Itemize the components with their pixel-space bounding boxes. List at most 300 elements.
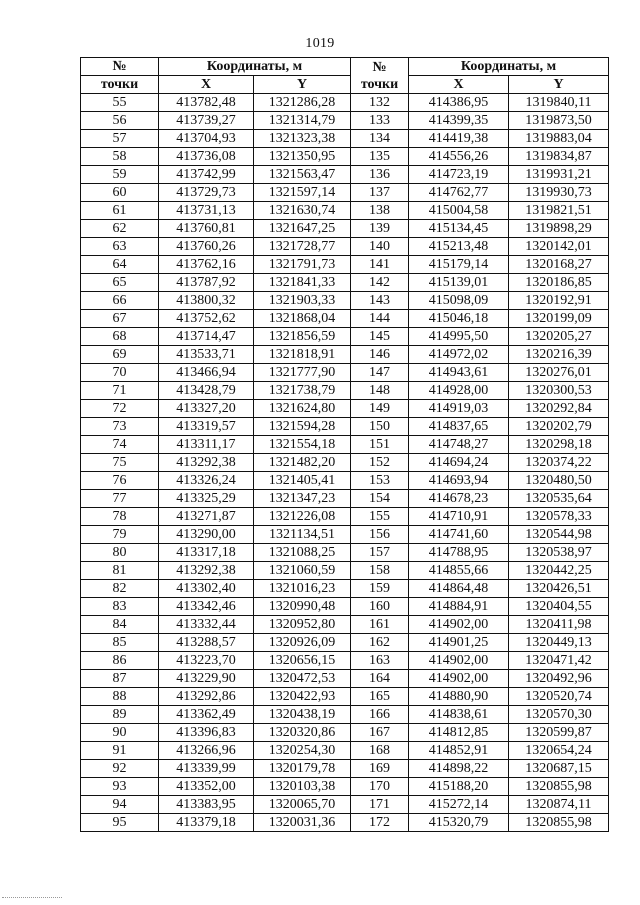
right-y-coordinate: 1320855,98: [509, 814, 609, 832]
table-row: [81, 166, 609, 184]
left-y-coordinate: 1321594,28: [254, 418, 351, 436]
right-y-coordinate: 1320449,13: [509, 634, 609, 652]
table-row: [81, 256, 609, 274]
left-point-number: 77: [81, 490, 159, 508]
right-point-number: 169: [351, 760, 409, 778]
left-point-number: 73: [81, 418, 159, 436]
right-x-coordinate: 414723,19: [409, 166, 509, 184]
right-point-number: 147: [351, 364, 409, 382]
left-x-coordinate: 413319,57: [159, 418, 254, 436]
left-point-number: 62: [81, 220, 159, 238]
table-row: [81, 238, 609, 256]
right-point-number: 151: [351, 436, 409, 454]
left-point-number: 71: [81, 382, 159, 400]
left-x-coordinate: 413782,48: [159, 94, 254, 112]
right-y-coordinate: 1319840,11: [509, 94, 609, 112]
left-y-coordinate: 1321226,08: [254, 508, 351, 526]
left-y-coordinate: 1321856,59: [254, 328, 351, 346]
right-x-coordinate: 414788,95: [409, 544, 509, 562]
right-y-coordinate: 1320426,51: [509, 580, 609, 598]
left-x-coordinate: 413800,32: [159, 292, 254, 310]
right-point-number: 143: [351, 292, 409, 310]
right-point-number: 160: [351, 598, 409, 616]
page-number: 1019: [305, 36, 335, 51]
right-point-number: 133: [351, 112, 409, 130]
right-y-coordinate: 1320168,27: [509, 256, 609, 274]
left-point-number: 74: [81, 436, 159, 454]
x-header-right: X: [409, 76, 509, 94]
point-number-header-left: [81, 58, 159, 76]
left-y-coordinate: 1320952,80: [254, 616, 351, 634]
left-point-number: 55: [81, 94, 159, 112]
left-y-coordinate: 1320990,48: [254, 598, 351, 616]
left-y-coordinate: 1320472,53: [254, 670, 351, 688]
left-x-coordinate: 413292,86: [159, 688, 254, 706]
right-x-coordinate: 414837,65: [409, 418, 509, 436]
y-header-right: Y: [509, 76, 609, 94]
left-x-coordinate: 413311,17: [159, 436, 254, 454]
right-point-number: 132: [351, 94, 409, 112]
left-point-number: 66: [81, 292, 159, 310]
left-x-coordinate: 413762,16: [159, 256, 254, 274]
table-row: [81, 112, 609, 130]
left-y-coordinate: 1320438,19: [254, 706, 351, 724]
right-x-coordinate: 415098,09: [409, 292, 509, 310]
left-x-coordinate: 413317,18: [159, 544, 254, 562]
left-x-coordinate: 413739,27: [159, 112, 254, 130]
point-label-left: точки: [81, 76, 159, 94]
right-x-coordinate: 414852,91: [409, 742, 509, 760]
table-row: [81, 814, 609, 832]
right-point-number: 150: [351, 418, 409, 436]
right-x-coordinate: 414943,61: [409, 364, 509, 382]
left-point-number: 87: [81, 670, 159, 688]
right-x-coordinate: 414995,50: [409, 328, 509, 346]
right-y-coordinate: 1320538,97: [509, 544, 609, 562]
left-point-number: 72: [81, 400, 159, 418]
right-y-coordinate: 1319898,29: [509, 220, 609, 238]
right-y-coordinate: 1319821,51: [509, 202, 609, 220]
header-row-2: [81, 76, 609, 94]
right-x-coordinate: 414710,91: [409, 508, 509, 526]
right-point-number: 171: [351, 796, 409, 814]
table-row: [81, 274, 609, 292]
right-point-number: 159: [351, 580, 409, 598]
right-x-coordinate: 415134,45: [409, 220, 509, 238]
right-point-number: 152: [351, 454, 409, 472]
left-point-number: 92: [81, 760, 159, 778]
right-y-coordinate: 1320216,39: [509, 346, 609, 364]
left-y-coordinate: 1321791,73: [254, 256, 351, 274]
left-x-coordinate: 413704,93: [159, 130, 254, 148]
table-row: [81, 310, 609, 328]
table-row: [81, 544, 609, 562]
right-y-coordinate: 1320654,24: [509, 742, 609, 760]
right-x-coordinate: 414556,26: [409, 148, 509, 166]
table-row: [81, 634, 609, 652]
left-point-number: 89: [81, 706, 159, 724]
coordinates-header-right: Координаты, м: [409, 58, 609, 76]
right-x-coordinate: 414902,00: [409, 616, 509, 634]
left-y-coordinate: 1321482,20: [254, 454, 351, 472]
right-point-number: 146: [351, 346, 409, 364]
right-point-number: 135: [351, 148, 409, 166]
right-x-coordinate: 415213,48: [409, 238, 509, 256]
right-y-coordinate: 1320199,09: [509, 310, 609, 328]
right-x-coordinate: 415188,20: [409, 778, 509, 796]
right-x-coordinate: 414386,95: [409, 94, 509, 112]
right-y-coordinate: 1320578,33: [509, 508, 609, 526]
right-point-number: 157: [351, 544, 409, 562]
table-row: [81, 670, 609, 688]
right-point-number: 162: [351, 634, 409, 652]
left-x-coordinate: 413533,71: [159, 346, 254, 364]
right-y-coordinate: 1320520,74: [509, 688, 609, 706]
left-point-number: 95: [81, 814, 159, 832]
right-y-coordinate: 1319931,21: [509, 166, 609, 184]
left-point-number: 76: [81, 472, 159, 490]
left-x-coordinate: 413379,18: [159, 814, 254, 832]
right-y-coordinate: 1320276,01: [509, 364, 609, 382]
left-y-coordinate: 1321347,23: [254, 490, 351, 508]
right-y-coordinate: 1320374,22: [509, 454, 609, 472]
right-y-coordinate: 1320471,42: [509, 652, 609, 670]
left-y-coordinate: 1321314,79: [254, 112, 351, 130]
right-point-number: 153: [351, 472, 409, 490]
left-x-coordinate: 413292,38: [159, 562, 254, 580]
left-y-coordinate: 1321818,91: [254, 346, 351, 364]
right-y-coordinate: 1320300,53: [509, 382, 609, 400]
right-x-coordinate: 414901,25: [409, 634, 509, 652]
left-x-coordinate: 413302,40: [159, 580, 254, 598]
left-x-coordinate: 413266,96: [159, 742, 254, 760]
right-point-number: 158: [351, 562, 409, 580]
table-row: [81, 454, 609, 472]
left-x-coordinate: 413760,81: [159, 220, 254, 238]
table-row: [81, 436, 609, 454]
left-y-coordinate: 1321563,47: [254, 166, 351, 184]
right-y-coordinate: 1319873,50: [509, 112, 609, 130]
table-row: [81, 526, 609, 544]
left-y-coordinate: 1321630,74: [254, 202, 351, 220]
right-y-coordinate: 1320535,64: [509, 490, 609, 508]
left-x-coordinate: 413428,79: [159, 382, 254, 400]
left-y-coordinate: 1321647,25: [254, 220, 351, 238]
left-point-number: 83: [81, 598, 159, 616]
left-x-coordinate: 413223,70: [159, 652, 254, 670]
right-x-coordinate: 415179,14: [409, 256, 509, 274]
table-row: [81, 796, 609, 814]
right-y-coordinate: 1320404,55: [509, 598, 609, 616]
coordinates-header-left: Координаты, м: [159, 58, 351, 76]
left-x-coordinate: 413729,73: [159, 184, 254, 202]
right-x-coordinate: 414762,77: [409, 184, 509, 202]
table-row: [81, 382, 609, 400]
left-y-coordinate: 1320179,78: [254, 760, 351, 778]
right-x-coordinate: 414419,38: [409, 130, 509, 148]
right-x-coordinate: 415004,58: [409, 202, 509, 220]
right-y-coordinate: 1320205,27: [509, 328, 609, 346]
right-point-number: 172: [351, 814, 409, 832]
table-row: [81, 328, 609, 346]
left-point-number: 58: [81, 148, 159, 166]
left-y-coordinate: 1321554,18: [254, 436, 351, 454]
right-x-coordinate: 414864,48: [409, 580, 509, 598]
y-header-left: Y: [254, 76, 351, 94]
table-row: [81, 724, 609, 742]
right-point-number: 155: [351, 508, 409, 526]
left-y-coordinate: 1321738,79: [254, 382, 351, 400]
table-row: [81, 652, 609, 670]
left-x-coordinate: 413290,00: [159, 526, 254, 544]
right-y-coordinate: 1319834,87: [509, 148, 609, 166]
right-y-coordinate: 1320411,98: [509, 616, 609, 634]
table-row: [81, 742, 609, 760]
table-row: [81, 616, 609, 634]
right-x-coordinate: 414898,22: [409, 760, 509, 778]
right-point-number: 140: [351, 238, 409, 256]
right-y-coordinate: 1320298,18: [509, 436, 609, 454]
left-x-coordinate: 413787,92: [159, 274, 254, 292]
header-row-1: [81, 58, 609, 76]
right-point-number: 154: [351, 490, 409, 508]
table-row: [81, 400, 609, 418]
left-x-coordinate: 413339,99: [159, 760, 254, 778]
right-x-coordinate: 415046,18: [409, 310, 509, 328]
right-y-coordinate: 1320599,87: [509, 724, 609, 742]
right-point-number: 134: [351, 130, 409, 148]
right-y-coordinate: 1320874,11: [509, 796, 609, 814]
left-x-coordinate: 413332,44: [159, 616, 254, 634]
right-x-coordinate: 414693,94: [409, 472, 509, 490]
left-x-coordinate: 413760,26: [159, 238, 254, 256]
right-x-coordinate: 414919,03: [409, 400, 509, 418]
left-point-number: 60: [81, 184, 159, 202]
right-y-coordinate: 1320855,98: [509, 778, 609, 796]
table-row: [81, 220, 609, 238]
right-x-coordinate: 415272,14: [409, 796, 509, 814]
right-x-coordinate: 414399,35: [409, 112, 509, 130]
coordinates-table: [80, 57, 609, 832]
left-y-coordinate: 1320320,86: [254, 724, 351, 742]
left-y-coordinate: 1321323,38: [254, 130, 351, 148]
right-point-number: 136: [351, 166, 409, 184]
left-y-coordinate: 1321286,28: [254, 94, 351, 112]
left-x-coordinate: 413736,08: [159, 148, 254, 166]
left-point-number: 85: [81, 634, 159, 652]
table-row: [81, 472, 609, 490]
left-x-coordinate: 413714,47: [159, 328, 254, 346]
left-point-number: 65: [81, 274, 159, 292]
left-point-number: 79: [81, 526, 159, 544]
right-y-coordinate: 1320192,91: [509, 292, 609, 310]
right-point-number: 139: [351, 220, 409, 238]
right-y-coordinate: 1320480,50: [509, 472, 609, 490]
left-point-number: 57: [81, 130, 159, 148]
right-point-number: 161: [351, 616, 409, 634]
left-point-number: 94: [81, 796, 159, 814]
right-x-coordinate: 414741,60: [409, 526, 509, 544]
table-row: [81, 688, 609, 706]
right-point-number: 168: [351, 742, 409, 760]
left-point-number: 56: [81, 112, 159, 130]
left-point-number: 81: [81, 562, 159, 580]
table-body: [81, 94, 609, 832]
left-y-coordinate: 1321903,33: [254, 292, 351, 310]
left-y-coordinate: 1321728,77: [254, 238, 351, 256]
left-x-coordinate: 413325,29: [159, 490, 254, 508]
left-y-coordinate: 1321088,25: [254, 544, 351, 562]
left-y-coordinate: 1321624,80: [254, 400, 351, 418]
right-x-coordinate: 414748,27: [409, 436, 509, 454]
table-row: [81, 490, 609, 508]
left-x-coordinate: 413466,94: [159, 364, 254, 382]
table-row: [81, 130, 609, 148]
left-point-number: 64: [81, 256, 159, 274]
table-row: [81, 94, 609, 112]
footer-divider: [2, 897, 62, 898]
left-x-coordinate: 413742,99: [159, 166, 254, 184]
left-x-coordinate: 413383,95: [159, 796, 254, 814]
left-x-coordinate: 413752,62: [159, 310, 254, 328]
right-y-coordinate: 1320186,85: [509, 274, 609, 292]
table-row: [81, 778, 609, 796]
right-y-coordinate: 1320202,79: [509, 418, 609, 436]
num-sign: №: [372, 59, 387, 75]
left-point-number: 82: [81, 580, 159, 598]
right-x-coordinate: 414902,00: [409, 670, 509, 688]
right-x-coordinate: 414972,02: [409, 346, 509, 364]
left-point-number: 59: [81, 166, 159, 184]
left-y-coordinate: 1321868,04: [254, 310, 351, 328]
right-point-number: 149: [351, 400, 409, 418]
right-y-coordinate: 1319883,04: [509, 130, 609, 148]
left-x-coordinate: 413326,24: [159, 472, 254, 490]
right-x-coordinate: 414880,90: [409, 688, 509, 706]
x-header-left: X: [159, 76, 254, 94]
left-y-coordinate: 1320422,93: [254, 688, 351, 706]
right-point-number: 165: [351, 688, 409, 706]
left-y-coordinate: 1321350,95: [254, 148, 351, 166]
right-point-number: 148: [351, 382, 409, 400]
right-y-coordinate: 1320142,01: [509, 238, 609, 256]
left-point-number: 63: [81, 238, 159, 256]
right-x-coordinate: 414812,85: [409, 724, 509, 742]
right-y-coordinate: 1320292,84: [509, 400, 609, 418]
left-point-number: 88: [81, 688, 159, 706]
table-row: [81, 760, 609, 778]
right-x-coordinate: 414902,00: [409, 652, 509, 670]
left-point-number: 84: [81, 616, 159, 634]
right-point-number: 144: [351, 310, 409, 328]
left-y-coordinate: 1321841,33: [254, 274, 351, 292]
table-row: [81, 562, 609, 580]
left-point-number: 86: [81, 652, 159, 670]
left-y-coordinate: 1320926,09: [254, 634, 351, 652]
right-y-coordinate: 1320492,96: [509, 670, 609, 688]
right-point-number: 142: [351, 274, 409, 292]
left-y-coordinate: 1320103,38: [254, 778, 351, 796]
table-row: [81, 346, 609, 364]
left-x-coordinate: 413352,00: [159, 778, 254, 796]
right-point-number: 145: [351, 328, 409, 346]
right-point-number: 170: [351, 778, 409, 796]
left-point-number: 78: [81, 508, 159, 526]
right-x-coordinate: 414855,66: [409, 562, 509, 580]
left-point-number: 68: [81, 328, 159, 346]
right-y-coordinate: 1320544,98: [509, 526, 609, 544]
right-x-coordinate: 415320,79: [409, 814, 509, 832]
left-point-number: 75: [81, 454, 159, 472]
table-row: [81, 706, 609, 724]
left-y-coordinate: 1321134,51: [254, 526, 351, 544]
left-point-number: 61: [81, 202, 159, 220]
right-x-coordinate: 414678,23: [409, 490, 509, 508]
right-point-number: 137: [351, 184, 409, 202]
left-x-coordinate: 413229,90: [159, 670, 254, 688]
right-y-coordinate: 1319930,73: [509, 184, 609, 202]
right-x-coordinate: 414694,24: [409, 454, 509, 472]
left-x-coordinate: 413362,49: [159, 706, 254, 724]
table-row: [81, 292, 609, 310]
point-label: точки: [360, 76, 399, 92]
right-point-number: 141: [351, 256, 409, 274]
num-sign: №: [112, 59, 127, 74]
left-point-number: 80: [81, 544, 159, 562]
table-row: [81, 418, 609, 436]
left-x-coordinate: 413271,87: [159, 508, 254, 526]
left-point-number: 91: [81, 742, 159, 760]
right-y-coordinate: 1320570,30: [509, 706, 609, 724]
left-x-coordinate: 413731,13: [159, 202, 254, 220]
left-x-coordinate: 413396,83: [159, 724, 254, 742]
left-y-coordinate: 1320656,15: [254, 652, 351, 670]
table-row: [81, 202, 609, 220]
left-y-coordinate: 1321405,41: [254, 472, 351, 490]
right-x-coordinate: 414838,61: [409, 706, 509, 724]
right-y-coordinate: 1320687,15: [509, 760, 609, 778]
right-y-coordinate: 1320442,25: [509, 562, 609, 580]
right-point-number: 156: [351, 526, 409, 544]
table-row: [81, 580, 609, 598]
left-x-coordinate: 413327,20: [159, 400, 254, 418]
left-y-coordinate: 1320031,36: [254, 814, 351, 832]
left-y-coordinate: 1321597,14: [254, 184, 351, 202]
right-x-coordinate: 414884,91: [409, 598, 509, 616]
table-row: [81, 148, 609, 166]
left-point-number: 70: [81, 364, 159, 382]
right-x-coordinate: 414928,00: [409, 382, 509, 400]
table-row: [81, 508, 609, 526]
right-x-coordinate: 415139,01: [409, 274, 509, 292]
table-row: [81, 184, 609, 202]
table-row: [81, 364, 609, 382]
table-row: [81, 598, 609, 616]
left-y-coordinate: 1321060,59: [254, 562, 351, 580]
left-point-number: 90: [81, 724, 159, 742]
left-point-number: 69: [81, 346, 159, 364]
left-point-number: 93: [81, 778, 159, 796]
left-x-coordinate: 413342,46: [159, 598, 254, 616]
left-x-coordinate: 413292,38: [159, 454, 254, 472]
left-y-coordinate: 1321777,90: [254, 364, 351, 382]
right-point-number: 164: [351, 670, 409, 688]
right-point-number: 167: [351, 724, 409, 742]
left-y-coordinate: 1320065,70: [254, 796, 351, 814]
right-point-number: 163: [351, 652, 409, 670]
point-number-header-right: [351, 58, 409, 94]
right-point-number: 166: [351, 706, 409, 724]
